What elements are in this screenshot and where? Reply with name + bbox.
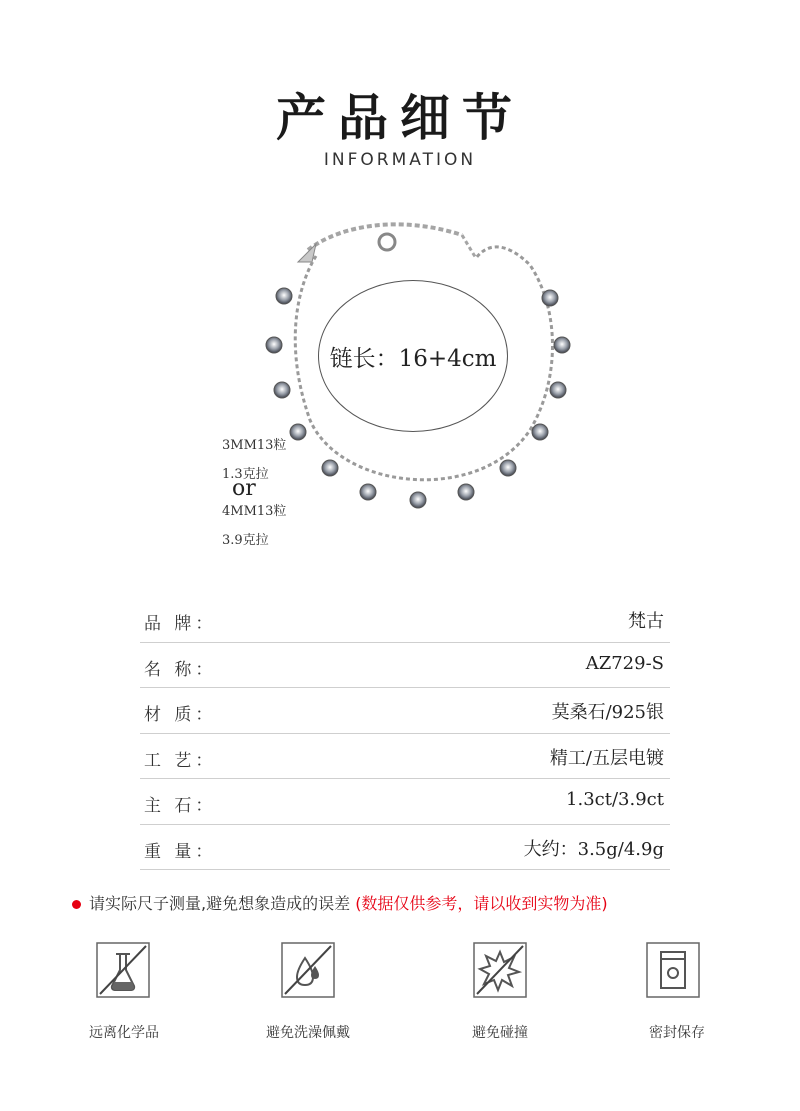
page-subtitle: INFORMATION bbox=[323, 150, 477, 170]
detail-row-material bbox=[140, 688, 670, 734]
detail-key: 材 质： bbox=[144, 705, 217, 725]
page-title: 产品细节 bbox=[276, 89, 524, 147]
detail-row-stone bbox=[140, 779, 670, 825]
care-label-chemicals: 远离化学品 bbox=[89, 1025, 159, 1041]
detail-row-name bbox=[140, 643, 670, 689]
notice-text: 请实际尺子测量,避免想象造成的误差 bbox=[89, 894, 351, 913]
sealed-storage-icon bbox=[646, 942, 700, 998]
detail-value: 莫桑石/925银 bbox=[551, 702, 664, 723]
detail-key: 工 艺： bbox=[144, 750, 217, 771]
detail-value: 精工/五层电镀 bbox=[549, 747, 664, 769]
detail-value: AZ729-S bbox=[585, 652, 664, 674]
no-water-icon bbox=[281, 942, 335, 998]
detail-row-brand bbox=[140, 597, 670, 643]
detail-table bbox=[140, 597, 670, 870]
detail-row-craft bbox=[140, 734, 670, 780]
no-impact-icon bbox=[473, 942, 527, 998]
spec-line-3: 4MM13粒 bbox=[222, 504, 287, 519]
care-label-water: 避免洗澡佩戴 bbox=[266, 1025, 350, 1041]
care-label-impact: 避免碰撞 bbox=[472, 1025, 528, 1041]
spec-line-1: 3MM13粒 bbox=[222, 438, 287, 453]
detail-value: 大约：3.5g/4.9g bbox=[523, 838, 664, 860]
detail-key: 主 石： bbox=[144, 796, 217, 816]
care-label-storage: 密封保存 bbox=[649, 1025, 705, 1041]
bullet-dot-icon bbox=[72, 900, 81, 909]
measurement-notice bbox=[72, 891, 608, 914]
detail-value: 梵古 bbox=[628, 611, 664, 632]
spec-or: or bbox=[232, 476, 256, 501]
notice-highlight: (数据仅供参考，请以收到实物为准) bbox=[355, 894, 608, 913]
detail-key: 重 量： bbox=[144, 841, 217, 862]
detail-key: 品 牌： bbox=[144, 614, 217, 634]
detail-row-weight bbox=[140, 825, 670, 871]
chain-length-label: 链长：16+4cm bbox=[318, 280, 508, 432]
no-chemicals-icon bbox=[96, 942, 150, 998]
spec-line-2: 1.3克拉 bbox=[222, 467, 269, 482]
detail-key: 名 称： bbox=[144, 659, 217, 680]
detail-value: 1.3ct/3.9ct bbox=[566, 789, 664, 810]
spec-line-4: 3.9克拉 bbox=[222, 533, 269, 548]
